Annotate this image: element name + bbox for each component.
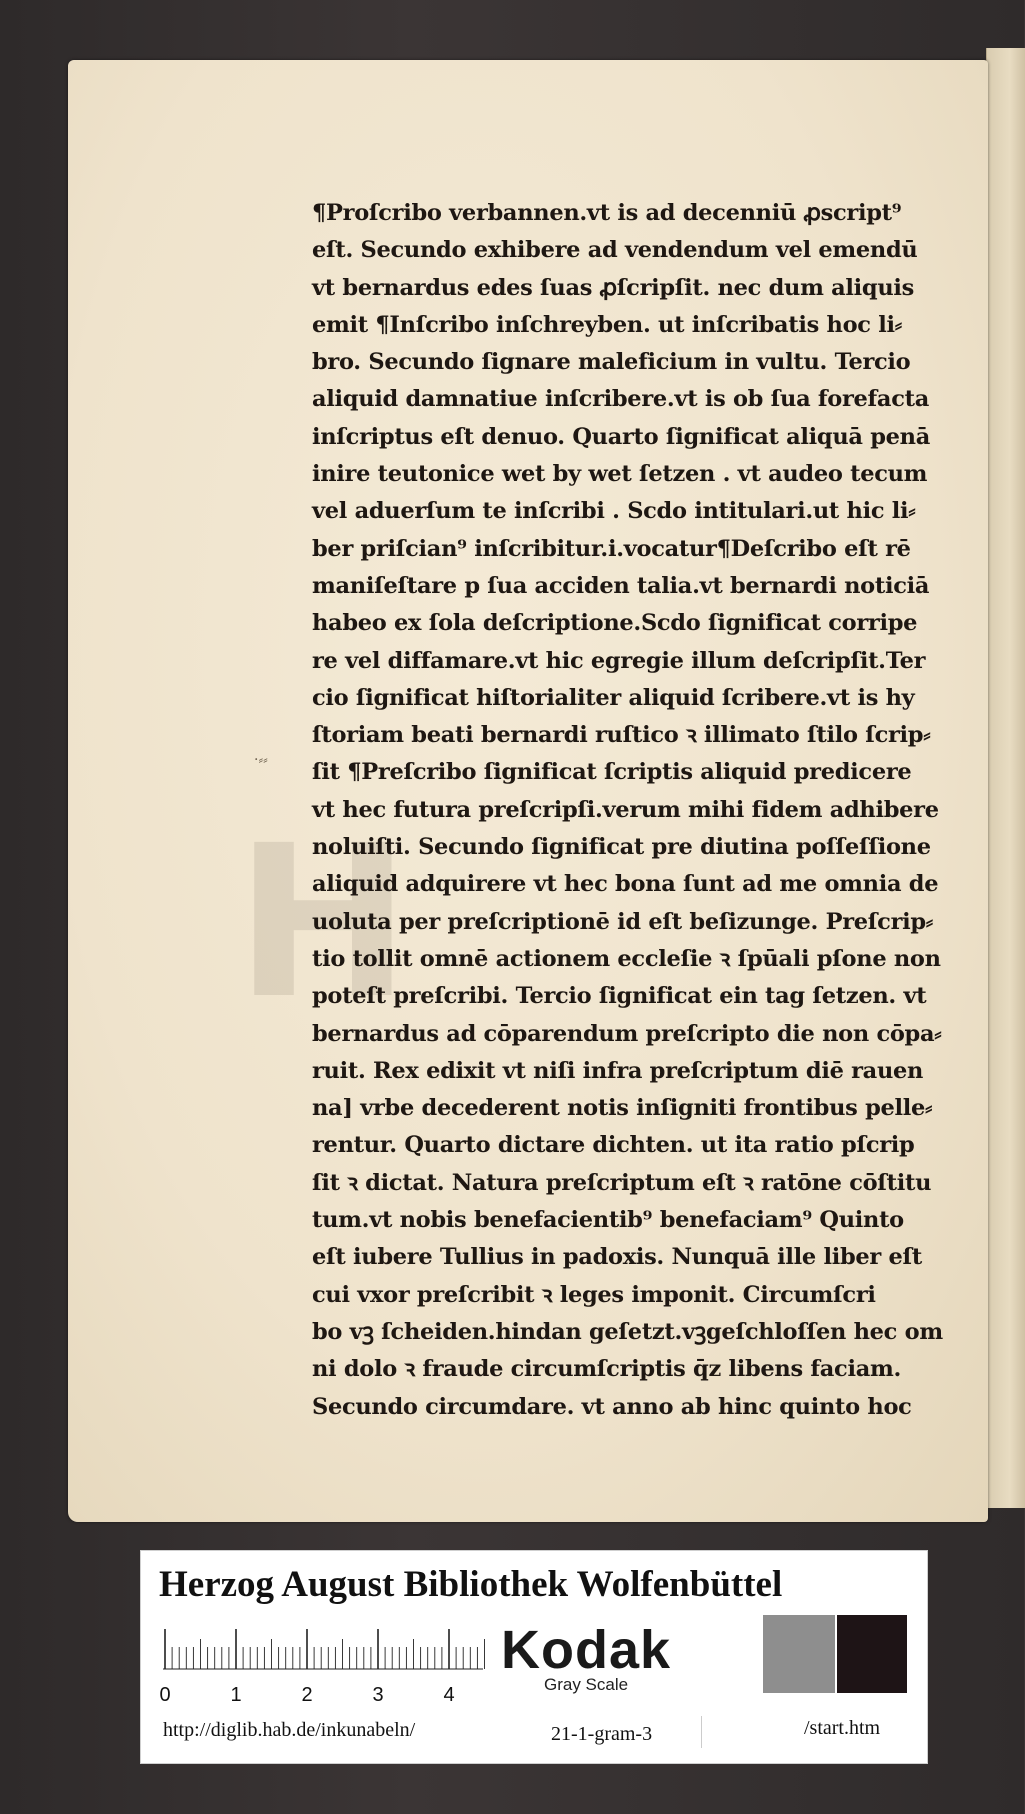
shelfmark: 21-1-gram-3: [551, 1723, 653, 1745]
gray-scale-label: Gray Scale: [544, 1675, 629, 1694]
text-line: inſcriptus eſt denuo. Quarto ſignificat aliquā penā: [312, 423, 931, 450]
ruler-number: 4: [443, 1684, 455, 1706]
gray-patch: [763, 1615, 835, 1693]
text-line: Secundo circumdare. vt anno ab hinc quinto hoc: [312, 1393, 912, 1420]
margin-mark: ·⸗⸗: [254, 752, 268, 768]
text-line: cio ſignificat hiſtorialiter aliquid ſcribere.vt is hy: [312, 684, 915, 711]
text-line: ber priſcian⁹ inſcribitur.i.vocatur¶Deſcribo eſt rē: [312, 535, 911, 562]
text-line: ſit ¶Preſcribo ſignificat ſcriptis aliquid predicere: [312, 759, 912, 786]
text-line: aliquid damnatiue inſcribere.vt is ob ſua forefacta: [312, 386, 929, 413]
watermark: H: [235, 800, 421, 1045]
text-line: tum.vt nobis benefacientib⁹ benefaciam⁹ Quinto: [312, 1207, 904, 1234]
text-line: uoluta per preſcriptionē id eſt beſizunge. Preſcrip⸗: [312, 908, 933, 935]
ruler-number: 3: [372, 1684, 384, 1706]
ruler-number: 1: [230, 1684, 242, 1706]
text-line: vel aduerſum te inſcribi . Scdo intitulari.ut hic li⸗: [312, 498, 916, 525]
text-line: ſit ꝛ dictat. Natura preſcriptum eſt ꝛ ratōne cōſtitu: [312, 1169, 932, 1196]
black-patch: [837, 1615, 907, 1693]
kodak-logo: Kodak: [501, 1620, 672, 1680]
text-line: inire teutonice wet by wet ſetzen . vt audeo tecum: [312, 461, 928, 488]
text-line: maniſeſtare p ſua acciden talia.vt bernardi noticiā: [312, 572, 930, 599]
text-line: noluiſti. Secundo ſignificat pre diutina poſſeſſione: [312, 834, 931, 861]
text-line: ¶Proſcribo verbannen.vt is ad decenniū ꝓscript⁹: [312, 200, 902, 226]
facing-page-edge: [986, 48, 1025, 1508]
page-text-block: [312, 195, 943, 1426]
text-line: re vel diffamare.vt hic egregie illum deſcripſit.Ter: [312, 647, 926, 674]
text-line: bro. Secundo ſignare maleficium in vultu. Tercio: [312, 349, 911, 376]
ruler-number: 0: [159, 1684, 171, 1706]
url-suffix: /start.htm: [804, 1717, 881, 1739]
text-line: ruit. Rex edixit vt niſi infra preſcriptum diē rauen: [312, 1057, 924, 1084]
text-line: cui vxor preſcribit ꝛ leges imponit. Circumſcri: [312, 1281, 876, 1308]
color-target-card: [140, 1550, 928, 1764]
library-title: Herzog August Bibliothek Wolfenbüttel: [159, 1564, 783, 1605]
text-line: habeo ex ſola deſcriptione.Scdo ſignificat corripe: [312, 610, 918, 637]
text-line: emit ¶Inſcribo inſchreyben. ut inſcribatis hoc li⸗: [312, 311, 902, 338]
text-line: ſtoriam beati bernardi ruſtico ꝛ illimato ſtilo ſcrip⸗: [312, 722, 931, 749]
text-line: rentur. Quarto dictare dichten. ut ita ratio pſcrip: [312, 1132, 915, 1159]
text-line: aliquid adquirere vt hec bona ſunt ad me omnia de: [312, 871, 939, 898]
text-line: vt hec futura preſcripſi.verum mihi fidem adhibere: [312, 796, 939, 823]
text-line: poteſt preſcribi. Tercio ſignificat ein tag ſetzen. vt: [312, 983, 927, 1010]
url-prefix: http://diglib.hab.de/inkunabeln/: [163, 1719, 416, 1741]
text-line: eſt. Secundo exhibere ad vendendum vel emendū: [312, 237, 918, 264]
text-line: bo vꝫ ſcheiden.hindan geſetzt.vꝫgeſchloſſen hec om: [312, 1318, 943, 1345]
text-line: bernardus ad cōparendum preſcripto die non cōpa⸗: [312, 1020, 942, 1047]
text-line: vt bernardus edes ſuas ꝓſcripſit. nec dum aliquis: [312, 274, 915, 301]
ruler-number: 2: [301, 1684, 313, 1706]
text-line: eſt iubere Tullius in padoxis. Nunquā ille liber eſt: [312, 1244, 922, 1271]
text-line: tio tollit omnē actionem eccleſie ꝛ ſpūali pſone non: [312, 945, 941, 972]
text-line: ni dolo ꝛ fraude circumſcriptis q̄z libens faciam.: [312, 1356, 902, 1383]
text-line: na] vrbe decederent notis inſigniti frontibus pelle⸗: [312, 1095, 933, 1122]
scale-ruler: [159, 1629, 493, 1709]
